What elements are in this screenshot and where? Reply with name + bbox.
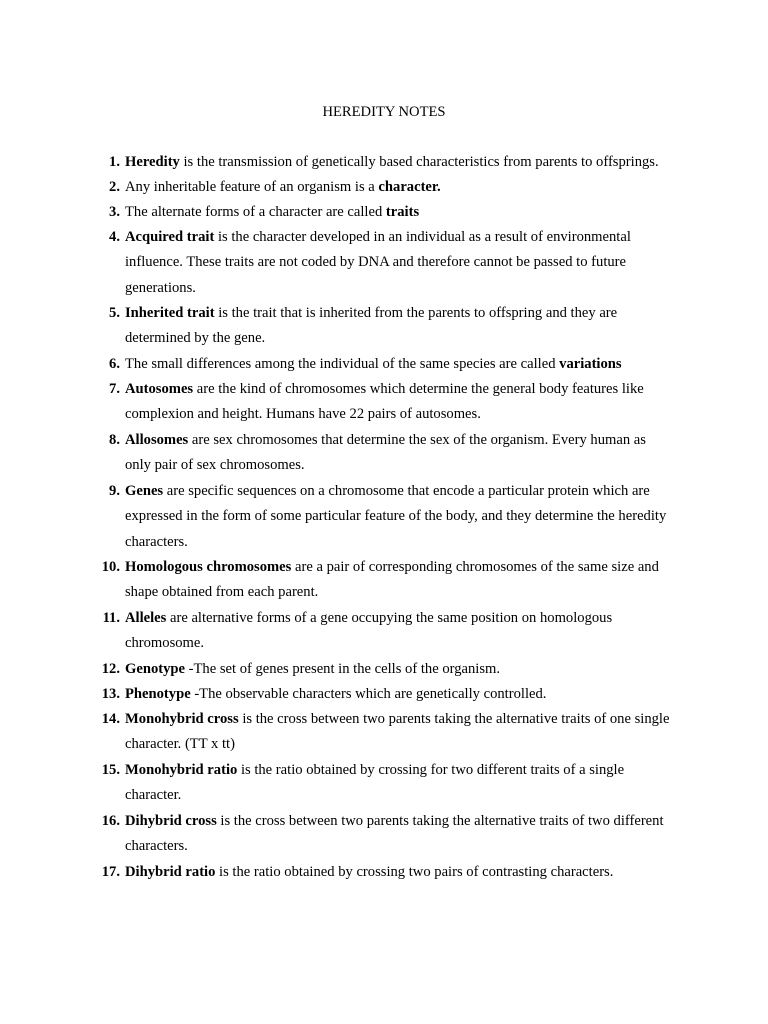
item-number: 2.	[109, 179, 120, 195]
item-number: 4.	[109, 229, 120, 245]
item-text-after: is the transmission of genetically based characteristics from parents to offsprings.	[179, 154, 659, 170]
item-text	[125, 657, 673, 682]
item-text-before: The small differences among the individual of the same species are called	[125, 356, 560, 372]
item-text-after: are sex chromosomes that determine the sex of the organism. Every human as only pair of sex chromosomes.	[125, 432, 646, 474]
item-number: 11.	[102, 610, 120, 626]
item-text	[125, 301, 673, 352]
item-term: Alleles	[125, 610, 167, 626]
item-term: character.	[378, 179, 441, 195]
page-title: HEREDITY NOTES	[322, 104, 446, 120]
item-text-after: is the cross between two parents taking the alternative traits of one single character. (TT x tt)	[125, 711, 670, 753]
item-text	[125, 377, 673, 428]
item-text-after: is the trait that is inherited from the parents to offspring and they are determined by the gene.	[125, 305, 618, 347]
item-text-before: The alternate forms of a character are called	[125, 204, 386, 220]
item-term: Dihybrid ratio	[125, 864, 216, 880]
item-number: 1.	[109, 154, 120, 170]
item-text	[125, 707, 673, 758]
item-term: Genes	[125, 483, 164, 499]
item-term: Acquired trait	[125, 229, 215, 245]
item-number: 15.	[101, 762, 120, 778]
item-text-after: -The set of genes present in the cells of the organism.	[185, 661, 501, 677]
item-text	[125, 150, 673, 175]
item-text-after: are specific sequences on a chromosome that encode a particular protein which are expressed in the form of some particular feature of the body, and they determine the heredity characters.	[125, 483, 667, 550]
item-text	[125, 758, 673, 809]
item-term: Allosomes	[125, 432, 189, 448]
item-term: Autosomes	[125, 381, 194, 397]
item-text-after: is the ratio obtained by crossing for two different traits of a single character.	[125, 762, 625, 804]
item-term: Dihybrid cross	[125, 813, 217, 829]
item-term: Genotype	[125, 661, 185, 677]
item-number: 6.	[109, 356, 120, 372]
item-text-after: are alternative forms of a gene occupying the same position on homologous chromosome.	[125, 610, 613, 652]
item-text	[125, 479, 673, 555]
item-text	[125, 200, 673, 225]
item-number: 8.	[109, 432, 120, 448]
item-text	[125, 225, 673, 301]
item-number: 12.	[101, 661, 120, 677]
item-term: Heredity	[125, 154, 180, 170]
item-text	[125, 682, 673, 707]
item-term: Homologous chromosomes	[125, 559, 292, 575]
item-number: 16.	[101, 813, 120, 829]
item-number: 17.	[101, 864, 120, 880]
item-term: Monohybrid ratio	[125, 762, 238, 778]
item-text	[125, 606, 673, 657]
item-text	[125, 809, 673, 860]
item-term: traits	[385, 204, 420, 220]
item-number: 10.	[101, 559, 120, 575]
item-text	[125, 860, 673, 885]
item-text	[125, 175, 673, 200]
item-text-after: are a pair of corresponding chromosomes of the same size and shape obtained from each parent.	[125, 559, 659, 601]
item-term: Phenotype	[125, 686, 191, 702]
item-term: Inherited trait	[125, 305, 215, 321]
item-text-before: Any inheritable feature of an organism is a	[125, 179, 379, 195]
item-text-after: are the kind of chromosomes which determine the general body features like complexion and height. Humans have 22 pairs of autosomes.	[125, 381, 644, 423]
item-text	[125, 555, 673, 606]
item-text-after: is the cross between two parents taking the alternative traits of two different characters.	[125, 813, 664, 855]
item-number: 5.	[109, 305, 120, 321]
item-number: 14.	[101, 711, 120, 727]
item-text-after: is the character developed in an individual as a result of environmental influence. These traits are not coded by DNA and therefore cannot be passed to future generations.	[125, 229, 631, 296]
item-number: 13.	[101, 686, 120, 702]
item-number: 9.	[109, 483, 120, 499]
item-term: variations	[559, 356, 622, 372]
item-text-after: -The observable characters which are genetically controlled.	[190, 686, 547, 702]
item-text	[125, 428, 673, 479]
item-number: 3.	[109, 204, 120, 220]
item-term: Monohybrid cross	[125, 711, 239, 727]
item-number: 7.	[109, 381, 120, 397]
item-text	[125, 352, 673, 377]
item-text-after: is the ratio obtained by crossing two pairs of contrasting characters.	[215, 864, 614, 880]
